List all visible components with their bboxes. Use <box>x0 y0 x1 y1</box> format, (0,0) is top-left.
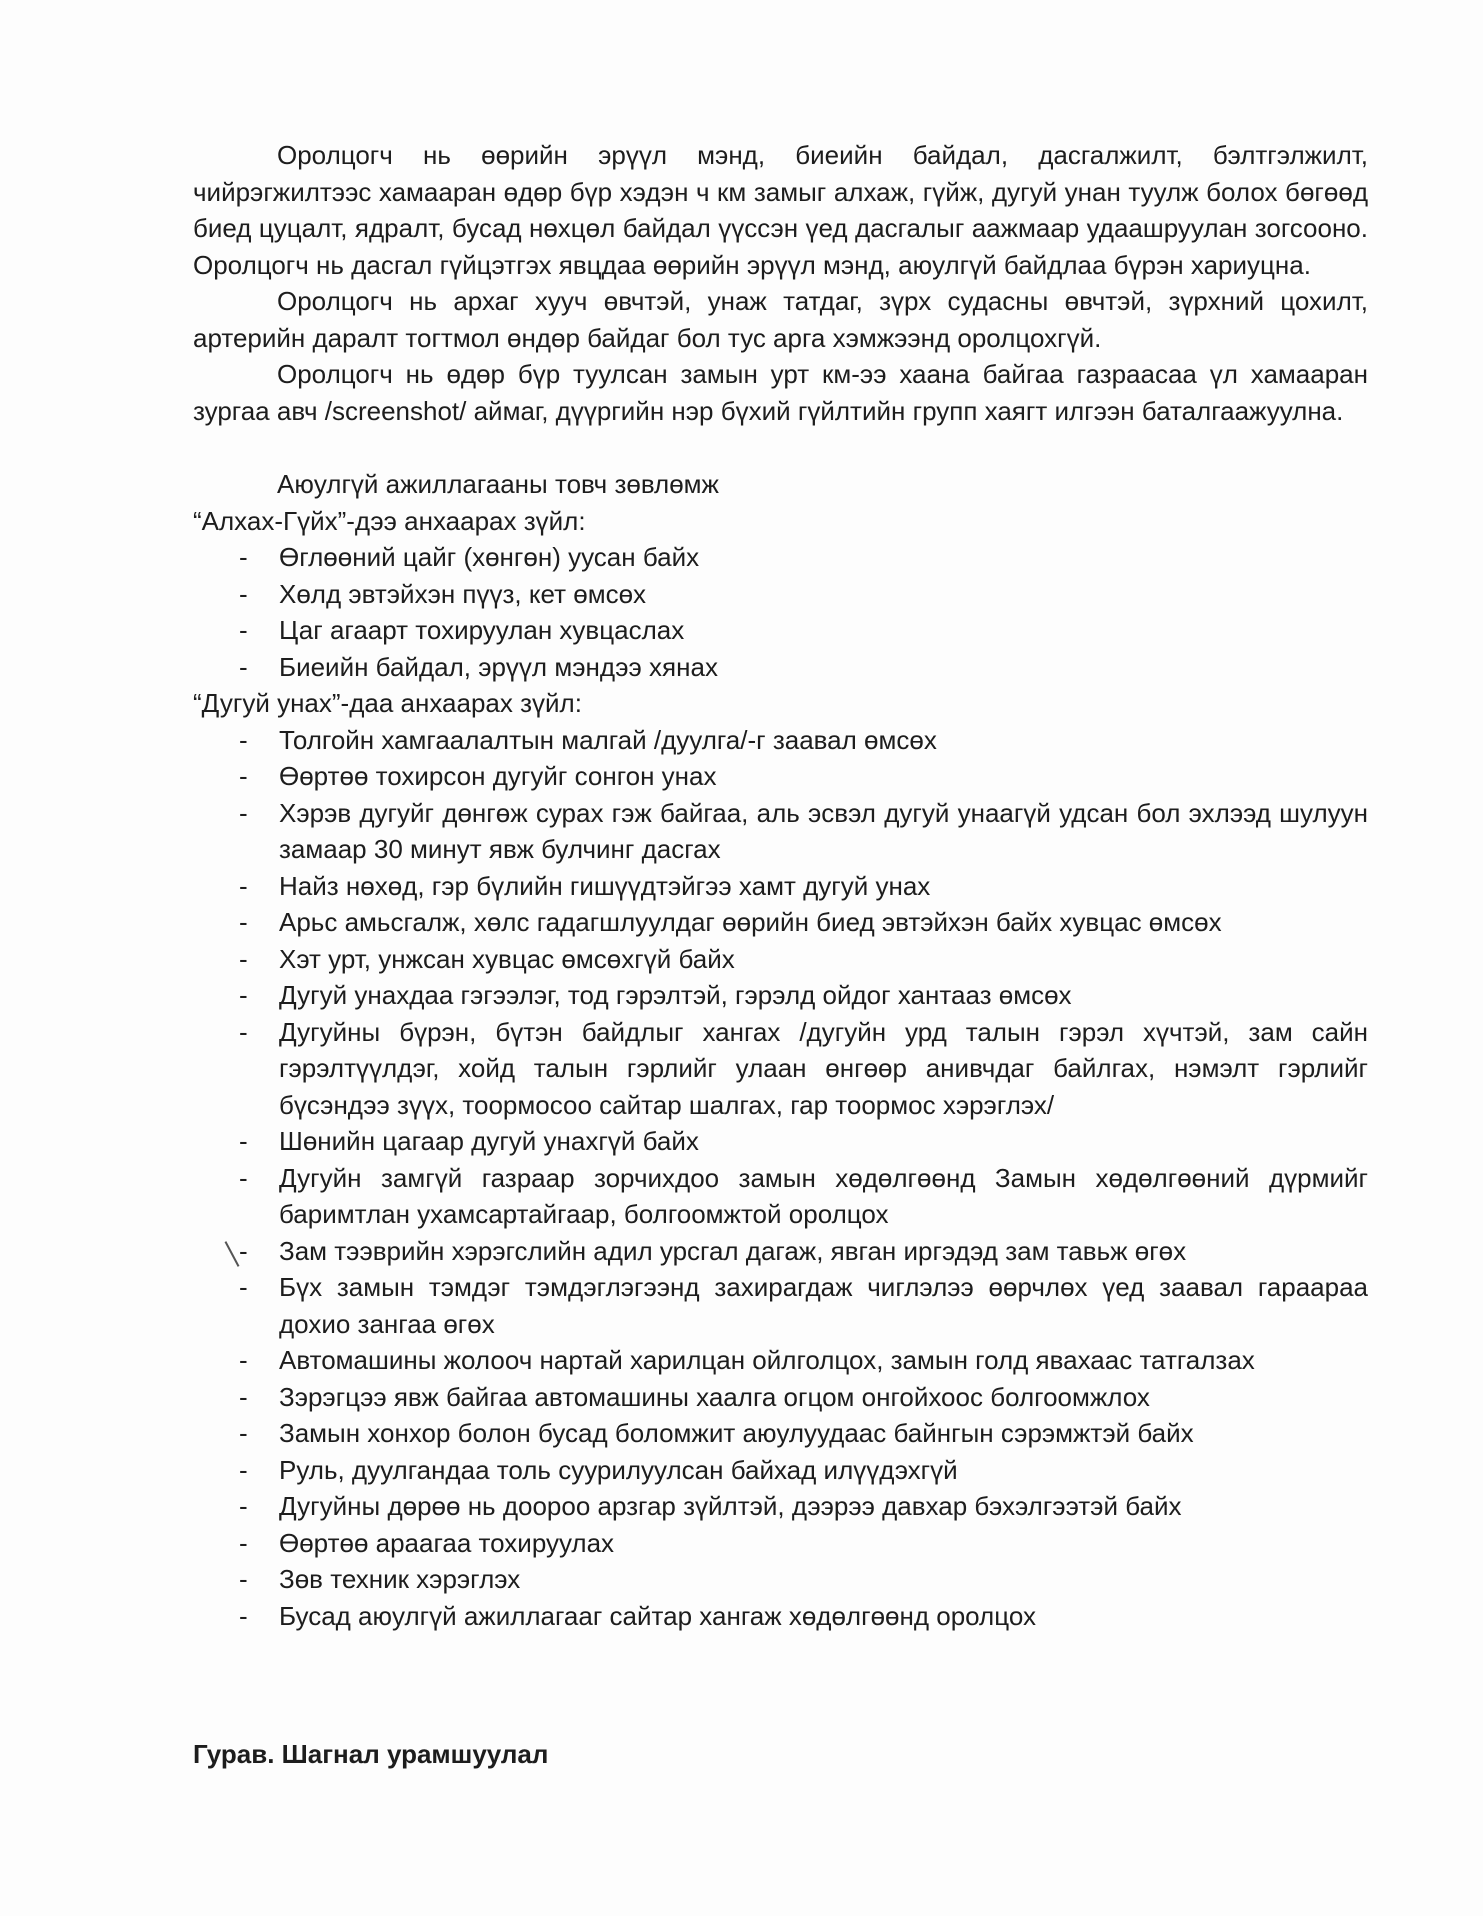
paragraph-screenshot: Оролцогч нь өдөр бүр туулсан замын урт км-ээ хаана байгаа газраасаа үл хамааран зургаа авч /screenshot/ аймаг, дүүргийн нэр бүхий гүйлтийн групп хаягт илгээн баталгаажуулна. <box>193 359 1368 426</box>
list-item: - Хэт урт, унжсан хувцас өмсөхгүй байх <box>193 941 1368 978</box>
list-item: - Өөртөө араагаа тохируулах <box>193 1525 1368 1562</box>
list-item: - Дугуй унахдаа гэгээлэг, тод гэрэлтэй, гэрэлд ойдог хантааз өмсөх <box>193 977 1368 1014</box>
list-item: - Замын хонхор болон бусад боломжит аюулуудаас байнгын сэрэмжтэй байх <box>193 1415 1368 1452</box>
blank-line <box>193 429 1368 466</box>
list-item: - Дугуйны дөрөө нь доороо арзгар зүйлтэй, дээрээ давхар бэхэлгээтэй байх <box>193 1488 1368 1525</box>
list-item: - Зам тээврийн хэрэгслийн адил урсгал дагаж, явган иргэдэд зам тавьж өгөх <box>193 1233 1368 1270</box>
paragraph-health: Оролцогч нь өөрийн эрүүл мэнд, биеийн байдал, дасгалжилт, бэлтгэлжилт, чийрэгжилтээс хамааран өдөр бүр хэдэн ч км замыг алхаж, гүйж, дугуй унан туулж болох бөгөөд биед цуцалт, ядралт, бусад нөхцөл байдал үүссэн үед дасгалыг аажмаар удаашруулан зогсооно. Оролцогч нь дасгал гүйцэтгэх явцдаа өөрийн эрүүл мэнд, аюулгүй байдлаа бүрэн хариуцна. <box>193 140 1368 280</box>
list-item: - Арьс амьсгалж, хөлс гадагшлуулдаг өөрийн биед эвтэйхэн байх хувцас өмсөх <box>193 904 1368 941</box>
list-item: - Хөлд эвтэйхэн пүүз, кет өмсөх <box>193 576 1368 613</box>
document-body <box>193 137 1368 1634</box>
list-item: - Бүх замын тэмдэг тэмдэглэгээнд захирагдаж чиглэлээ өөрчлөх үед заавал гараараа дохио зангаа өгөх <box>193 1269 1368 1342</box>
cycling-list <box>193 722 1368 1635</box>
list-item: - Өөртөө тохирсон дугуйг сонгон унах <box>193 758 1368 795</box>
list-item: - Дугуйн замгүй газраар зорчихдоо замын хөдөлгөөнд Замын хөдөлгөөний дүрмийг баримтлан ухамсартайгаар, болгоомжтой оролцох <box>193 1160 1368 1233</box>
safety-heading: Аюулгүй ажиллагааны товч зөвлөмж <box>277 469 719 499</box>
section-title: Гурав. Шагнал урамшуулал <box>193 1739 549 1769</box>
list-item: - Зэрэгцээ явж байгаа автомашины хаалга огцом онгойхоос болгоомжлох <box>193 1379 1368 1416</box>
walk-run-title: “Алхах-Гүйх”-дээ анхаарах зүйл: <box>193 505 586 536</box>
cycling-title: “Дугуй унах”-даа анхаарах зүйл: <box>193 688 582 718</box>
list-item: - Дугуйны бүрэн, бүтэн байдлыг хангах /дугуйн урд талын гэрэл хүчтэй, зам сайн гэрэлтүүлдэг, хойд талын гэрлийг улаан өнгөөр анивчдаг байлгах, нэмэлт гэрлийг бүсэндээ зүүх, тоормосоо сайтар шалгах, гар тоормос хэрэглэх/ <box>193 1014 1368 1124</box>
walk-run-list <box>193 539 1368 685</box>
paragraph-restrictions: Оролцогч нь архаг хууч өвчтэй, унаж татдаг, зүрх судасны өвчтэй, зүрхний цохилт, артерийн даралт тогтмол өндөр байдаг бол тус арга хэмжээнд оролцохгүй. <box>193 286 1368 353</box>
list-item: - Хэрэв дугуйг дөнгөж сурах гэж байгаа, аль эсвэл дугуй унаагүй удсан бол эхлээд шулуун замаар 30 минут явж булчинг дасгах <box>193 795 1368 868</box>
list-item: - Автомашины жолооч нартай харилцан ойлголцох, замын голд явахаас татгалзах <box>193 1342 1368 1379</box>
list-item: - Толгойн хамгаалалтын малгай /дуулга/-г заавал өмсөх <box>193 722 1368 759</box>
list-item: - Биеийн байдал, эрүүл мэндээ хянах <box>193 649 1368 686</box>
list-item: - Шөнийн цагаар дугуй унахгүй байх <box>193 1123 1368 1160</box>
list-item: - Цаг агаарт тохируулан хувцаслах <box>193 612 1368 649</box>
list-item: - Руль, дуулгандаа толь суурилуулсан байхад илүүдэхгүй <box>193 1452 1368 1489</box>
list-item: - Өглөөний цайг (хөнгөн) уусан байх <box>193 539 1368 576</box>
list-item: - Бусад аюулгүй ажиллагааг сайтар хангаж хөдөлгөөнд оролцох <box>193 1598 1368 1635</box>
list-item: - Найз нөхөд, гэр бүлийн гишүүдтэйгээ хамт дугуй унах <box>193 868 1368 905</box>
list-item: - Зөв техник хэрэглэх <box>193 1561 1368 1598</box>
